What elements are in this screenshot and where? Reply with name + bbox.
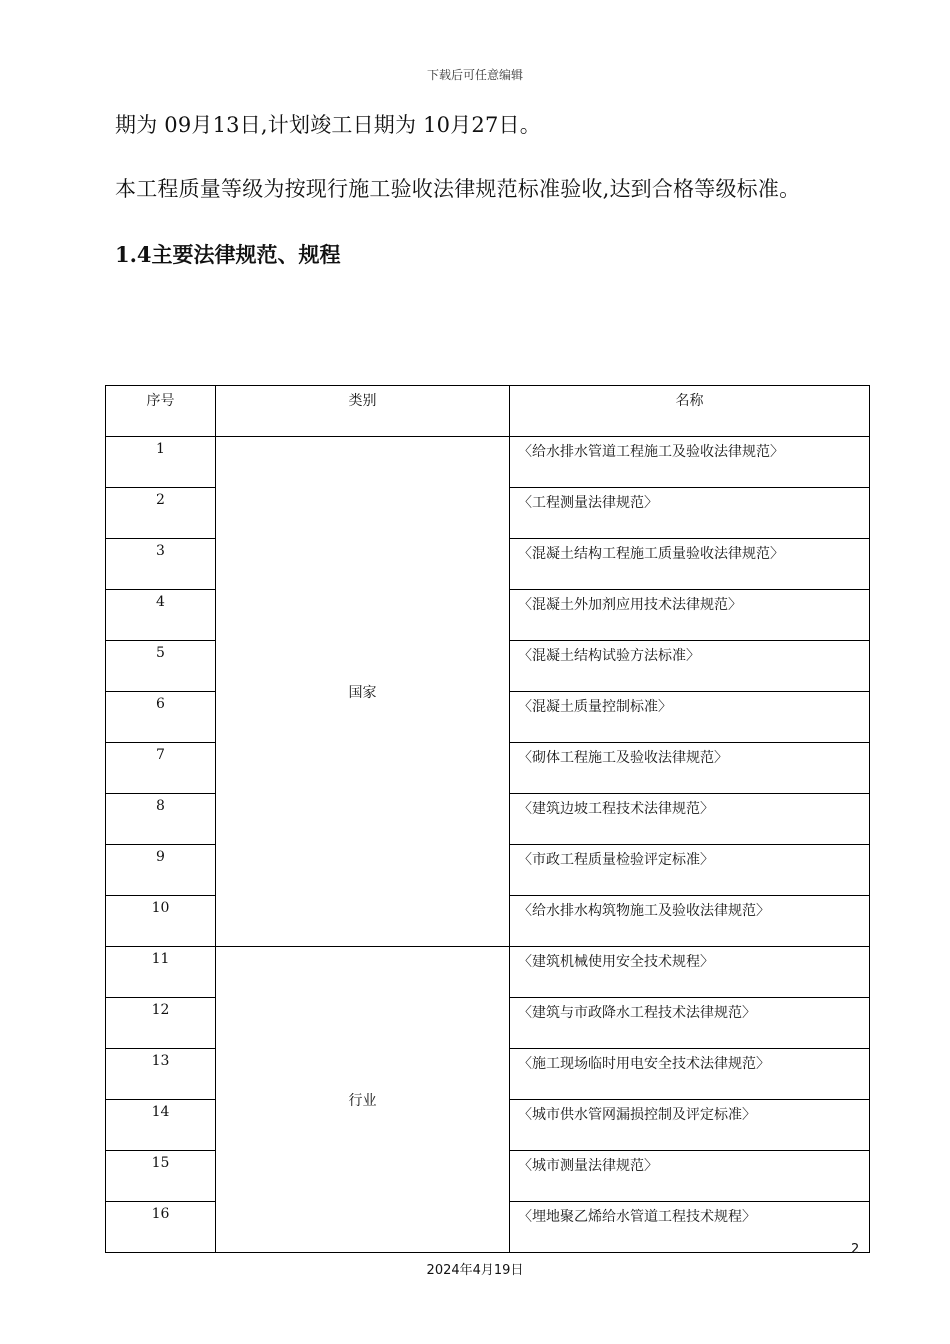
page-number: 2 (851, 1242, 860, 1257)
row-number: 11 (106, 947, 216, 998)
regulation-name: 〈工程测量法律规范〉 (510, 488, 870, 539)
regulation-name: 〈建筑机械使用安全技术规程〉 (510, 947, 870, 998)
row-number: 13 (106, 1049, 216, 1100)
regulation-name: 〈混凝土外加剂应用技术法律规范〉 (510, 590, 870, 641)
section-heading: 1.4主要法律规范、规程 (115, 242, 341, 267)
table-row (106, 437, 870, 488)
body-paragraph-1: 期为 09月13日,计划竣工日期为 10月27日。 (115, 113, 541, 137)
table-header-row (106, 386, 870, 437)
row-number: 9 (106, 845, 216, 896)
row-number: 4 (106, 590, 216, 641)
regulation-name: 〈混凝土结构试验方法标准〉 (510, 641, 870, 692)
header-name: 名称 (510, 386, 870, 437)
category-national: 国家 (216, 437, 510, 947)
regulation-name: 〈砌体工程施工及验收法律规范〉 (510, 743, 870, 794)
regulation-name: 〈城市测量法律规范〉 (510, 1151, 870, 1202)
regulation-name: 〈城市供水管网漏损控制及评定标准〉 (510, 1100, 870, 1151)
regulation-name: 〈混凝土质量控制标准〉 (510, 692, 870, 743)
page-header: 下载后可任意编辑 (426, 68, 523, 82)
regulations-table (105, 385, 870, 1253)
header-category: 类别 (216, 386, 510, 437)
regulation-name: 〈市政工程质量检验评定标准〉 (510, 845, 870, 896)
category-industry: 行业 (216, 947, 510, 1253)
row-number: 6 (106, 692, 216, 743)
row-number: 14 (106, 1100, 216, 1151)
row-number: 10 (106, 896, 216, 947)
row-number: 3 (106, 539, 216, 590)
regulation-name: 〈混凝土结构工程施工质量验收法律规范〉 (510, 539, 870, 590)
header-index: 序号 (106, 386, 216, 437)
body-paragraph-2: 本工程质量等级为按现行施工验收法律规范标准验收,达到合格等级标准。 (115, 177, 801, 201)
table-row (106, 947, 870, 998)
regulation-name: 〈给水排水构筑物施工及验收法律规范〉 (510, 896, 870, 947)
row-number: 15 (106, 1151, 216, 1202)
regulation-name: 〈埋地聚乙烯给水管道工程技术规程〉 (510, 1202, 870, 1253)
row-number: 16 (106, 1202, 216, 1253)
regulation-name: 〈建筑边坡工程技术法律规范〉 (510, 794, 870, 845)
row-number: 12 (106, 998, 216, 1049)
row-number: 2 (106, 488, 216, 539)
row-number: 1 (106, 437, 216, 488)
regulation-name: 〈施工现场临时用电安全技术法律规范〉 (510, 1049, 870, 1100)
row-number: 8 (106, 794, 216, 845)
row-number: 7 (106, 743, 216, 794)
footer-date: 2024年4月19日 (426, 1263, 524, 1278)
row-number: 5 (106, 641, 216, 692)
regulation-name: 〈建筑与市政降水工程技术法律规范〉 (510, 998, 870, 1049)
regulation-name: 〈给水排水管道工程施工及验收法律规范〉 (510, 437, 870, 488)
